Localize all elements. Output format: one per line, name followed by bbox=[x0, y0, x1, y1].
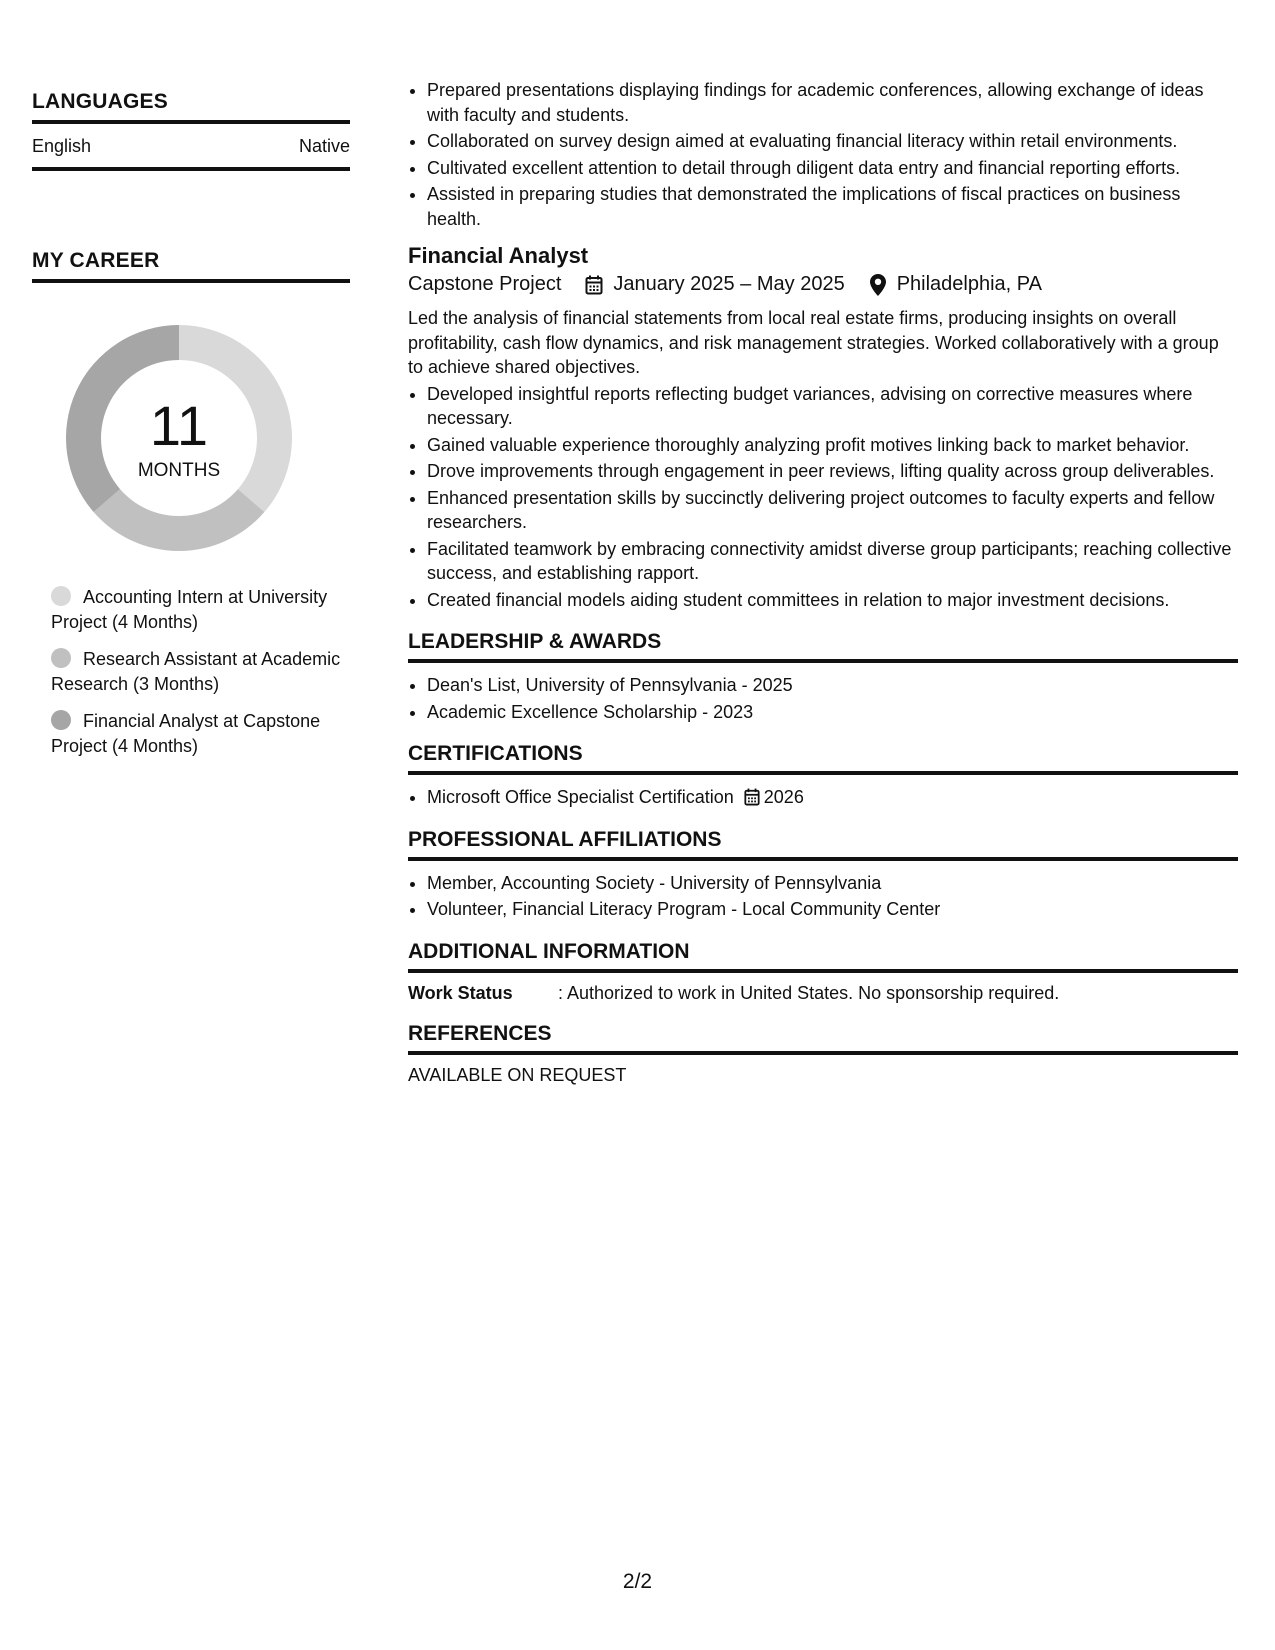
map-pin-icon bbox=[867, 274, 889, 296]
leadership-list bbox=[408, 673, 1238, 724]
legend-dot-icon bbox=[51, 648, 71, 668]
calendar-icon bbox=[583, 274, 605, 296]
list-item: • Academic Excellence Scholarship - 2023 bbox=[427, 700, 1238, 725]
list-item: • Developed insightful reports reflecting budget variances, advising on corrective measures where necessary. bbox=[427, 382, 1238, 431]
affiliations-list bbox=[408, 871, 1238, 922]
donut-total-unit: MONTHS bbox=[137, 460, 221, 481]
list-item: • Prepared presentations displaying findings for academic conferences, allowing exchange of ideas with faculty and students. bbox=[427, 78, 1238, 127]
legend-item bbox=[51, 647, 350, 697]
language-name: English bbox=[32, 136, 92, 156]
cert-name: • Microsoft Office Specialist Certification bbox=[427, 787, 734, 807]
list-item: • Volunteer, Financial Literacy Program - Local Community Center bbox=[427, 897, 1238, 922]
certifications-heading: CERTIFICATIONS bbox=[408, 742, 1238, 775]
legend-dot-icon bbox=[51, 710, 71, 730]
language-row bbox=[32, 124, 350, 171]
list-item: • Collaborated on survey design aimed at evaluating financial literacy within retail environments. bbox=[427, 129, 1238, 154]
certifications-list bbox=[408, 785, 1238, 810]
work-status-value: : Authorized to work in United States. No sponsorship required. bbox=[558, 982, 1060, 1003]
list-item: • Dean's List, University of Pennsylvania - 2025 bbox=[427, 673, 1238, 698]
list-item: • Enhanced presentation skills by succinctly delivering project outcomes to faculty experts and fellow researchers. bbox=[427, 486, 1238, 535]
work-status-label: Work Status bbox=[408, 982, 513, 1003]
calendar-icon bbox=[744, 788, 760, 806]
job-meta bbox=[408, 273, 1238, 296]
legend-item bbox=[51, 585, 350, 635]
list-item bbox=[427, 785, 1238, 810]
page-number: 2/2 bbox=[622, 1570, 653, 1593]
legend-label: Financial Analyst at Capstone Project (4 Months) bbox=[51, 711, 321, 756]
job-title: Financial Analyst bbox=[408, 243, 589, 268]
donut-total-value: 11 bbox=[149, 394, 209, 457]
affiliations-heading: PROFESSIONAL AFFILIATIONS bbox=[408, 828, 1238, 861]
career-heading: MY CAREER bbox=[32, 249, 350, 283]
list-item: • Member, Accounting Society - University of Pennsylvania bbox=[427, 871, 1238, 896]
donut-center bbox=[66, 325, 292, 551]
work-status-row bbox=[408, 983, 1238, 1004]
sidebar bbox=[32, 90, 350, 771]
list-item: • Facilitated teamwork by embracing connectivity amidst diverse group participants; reaching collective success, and establishing rapport. bbox=[427, 537, 1238, 586]
main-content bbox=[408, 78, 1238, 1086]
legend-dot-icon bbox=[51, 586, 71, 606]
legend-label: Research Assistant at Academic Research (3 Months) bbox=[51, 649, 341, 694]
career-legend bbox=[51, 585, 350, 759]
legend-label: Accounting Intern at University Project (4 Months) bbox=[51, 587, 328, 632]
job-company: Capstone Project bbox=[408, 273, 562, 295]
career-donut-chart bbox=[66, 325, 292, 551]
list-item: • Assisted in preparing studies that demonstrated the implications of fiscal practices on business health. bbox=[427, 182, 1238, 231]
job-dates: January 2025 – May 2025 bbox=[613, 273, 845, 295]
job-location: Philadelphia, PA bbox=[896, 273, 1042, 295]
legend-item bbox=[51, 709, 350, 759]
languages-heading: LANGUAGES bbox=[32, 90, 350, 124]
list-item: • Created financial models aiding student committees in relation to major investment decisions. bbox=[427, 588, 1238, 613]
list-item: • Drove improvements through engagement in peer reviews, lifting quality across group deliverables. bbox=[427, 459, 1238, 484]
prev-job-bullets bbox=[408, 78, 1238, 231]
references-heading: REFERENCES bbox=[408, 1022, 1238, 1055]
references-text: AVAILABLE ON REQUEST bbox=[408, 1064, 627, 1085]
career-section bbox=[32, 249, 350, 759]
leadership-heading: LEADERSHIP & AWARDS bbox=[408, 630, 1238, 663]
job-description: Led the analysis of financial statements from local real estate firms, producing insights on overall profitability, cash flow dynamics, and risk management strategies. Worked collaboratively with a group to achieve shared objectives. bbox=[408, 308, 1219, 377]
job-bullets bbox=[408, 382, 1238, 613]
list-item: • Cultivated excellent attention to detail through diligent data entry and financial reporting efforts. bbox=[427, 156, 1238, 181]
cert-year: 2026 bbox=[763, 787, 804, 807]
additional-info-heading: ADDITIONAL INFORMATION bbox=[408, 940, 1238, 973]
list-item: • Gained valuable experience thoroughly analyzing profit motives linking back to market behavior. bbox=[427, 433, 1238, 458]
language-level: Native bbox=[298, 136, 350, 156]
